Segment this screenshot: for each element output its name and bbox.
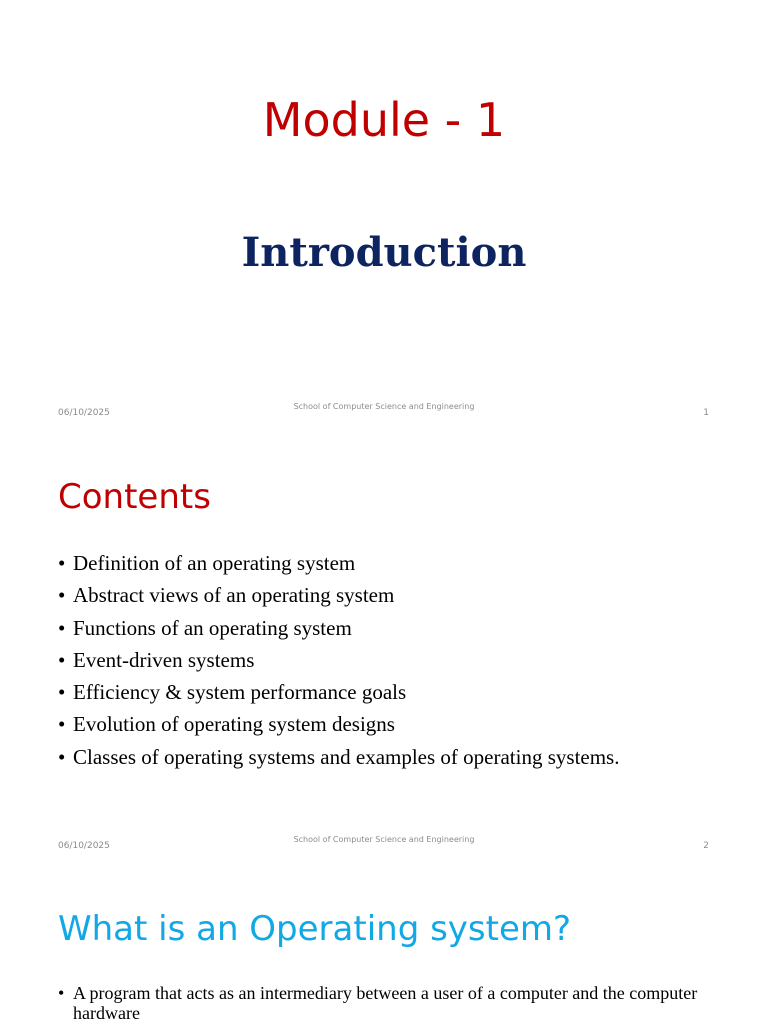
list-item-text: Abstract views of an operating system (73, 583, 395, 608)
list-item (58, 983, 708, 1023)
list-item (58, 676, 738, 708)
list-item-text: Functions of an operating system (73, 615, 352, 640)
slide-1 (0, 0, 768, 433)
list-item-text: Evolution of operating system designs (73, 712, 395, 737)
bullet-list (58, 547, 738, 773)
bullet-icon: • (58, 712, 66, 737)
footer-date: 06/10/2025 (58, 841, 110, 851)
footer-school: School of Computer Science and Engineering (293, 835, 475, 844)
bullet-icon: • (58, 744, 66, 769)
list-item (58, 644, 738, 676)
bullet-icon: • (58, 647, 66, 672)
slide-2 (0, 433, 768, 866)
slide-title: Contents (58, 477, 211, 517)
list-item (58, 547, 738, 579)
slide-3 (0, 866, 768, 1024)
footer-school: School of Computer Science and Engineering (293, 402, 475, 411)
slide-number: 2 (703, 841, 709, 851)
list-item-text: A program that acts as an intermediary between a user of a computer and the computer hardware (73, 983, 698, 1023)
list-item-text: Definition of an operating system (73, 551, 356, 575)
list-item (58, 612, 738, 644)
list-item-text: Efficiency & system performance goals (73, 680, 407, 705)
bullet-icon: • (58, 615, 66, 640)
list-item (58, 579, 738, 611)
slide-number: 1 (703, 408, 709, 418)
slide-title: Module - 1 (262, 93, 506, 147)
list-item (58, 741, 738, 773)
list-item (58, 708, 738, 740)
bullet-icon: • (58, 983, 65, 1003)
bullet-icon: • (58, 551, 66, 575)
bullet-list (58, 983, 708, 1023)
bullet-icon: • (58, 680, 66, 705)
list-item-text: Classes of operating systems and examples of operating systems. (73, 744, 620, 769)
bullet-icon: • (58, 583, 66, 608)
slide-subtitle: Introduction (241, 229, 527, 276)
slide-title: What is an Operating system? (58, 909, 572, 949)
footer-date: 06/10/2025 (58, 408, 110, 418)
list-item-text: Event-driven systems (73, 647, 255, 672)
